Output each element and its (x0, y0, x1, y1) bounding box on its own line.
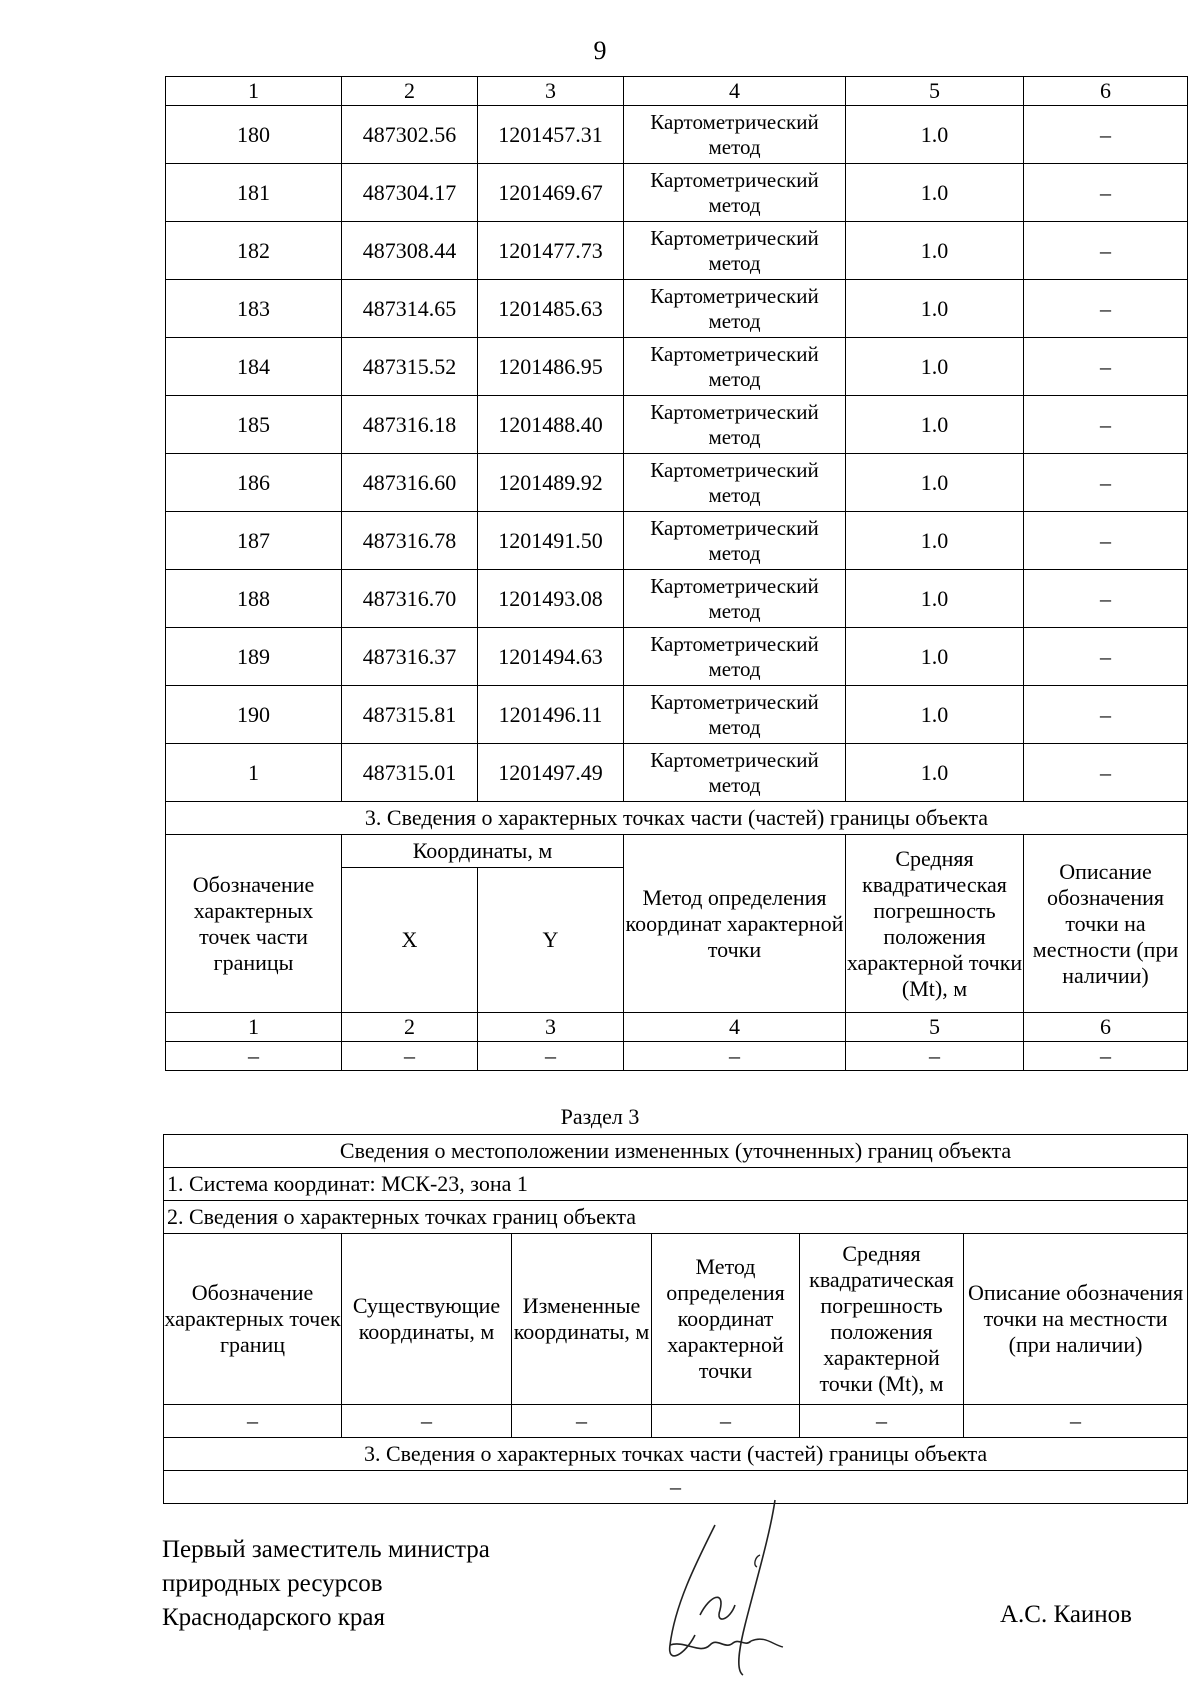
x-cell: 487304.17 (342, 164, 478, 222)
method-line: метод (708, 656, 761, 681)
handwritten-signature (655, 1495, 855, 1685)
table-row (166, 280, 1188, 338)
header-mt: Средняя квадратическая погрешность положения характерной точки (Mt), м (800, 1234, 964, 1405)
method-line: метод (708, 134, 761, 159)
desc-cell: – (1024, 280, 1188, 338)
col-number: 3 (478, 77, 624, 106)
desc-cell: – (1024, 686, 1188, 744)
position-line-3: Краснодарского края (162, 1604, 385, 1631)
method-cell (624, 164, 846, 222)
x-cell: 487316.78 (342, 512, 478, 570)
x-cell: 487315.52 (342, 338, 478, 396)
page-number: 9 (593, 36, 607, 65)
method-line: метод (708, 482, 761, 507)
x-cell: 487316.37 (342, 628, 478, 686)
y-cell: 1201485.63 (478, 280, 624, 338)
point-cell: 188 (166, 570, 342, 628)
x-cell: 487316.18 (342, 396, 478, 454)
mt-cell: 1.0 (846, 744, 1024, 802)
empty-cell: – (652, 1405, 800, 1438)
mt-cell: 1.0 (846, 512, 1024, 570)
method-cell (624, 628, 846, 686)
part-header-row (166, 835, 1188, 868)
empty-cell: – (512, 1405, 652, 1438)
method-cell (624, 454, 846, 512)
method-line: метод (708, 598, 761, 623)
method-line: Картометрический (650, 689, 819, 714)
part-section-title: 3. Сведения о характерных точках части (частей) границы объекта (166, 802, 1188, 835)
part-value: – (164, 1471, 1188, 1504)
mt-cell: 1.0 (846, 686, 1024, 744)
header-designation: Обозначение характерных точек границ (164, 1234, 342, 1405)
method-line: метод (708, 250, 761, 275)
x-cell: 487308.44 (342, 222, 478, 280)
empty-row (164, 1405, 1188, 1438)
table-row (166, 686, 1188, 744)
empty-cell: – (846, 1042, 1024, 1071)
desc-cell: – (1024, 222, 1188, 280)
header-x: X (342, 868, 478, 1013)
position-line-2: природных ресурсов (162, 1570, 383, 1597)
method-line: метод (708, 540, 761, 565)
method-line: метод (708, 366, 761, 391)
desc-cell: – (1024, 512, 1188, 570)
header-designation: Обозначение характерных точек части границы (166, 835, 342, 1013)
part-title: 3. Сведения о характерных точках части (частей) границы объекта (164, 1438, 1188, 1471)
header-method: Метод определения координат характерной точки (652, 1234, 800, 1405)
x-cell: 487316.70 (342, 570, 478, 628)
empty-cell: – (478, 1042, 624, 1071)
empty-cell: – (342, 1042, 478, 1071)
mt-cell: 1.0 (846, 570, 1024, 628)
method-line: Картометрический (650, 515, 819, 540)
mt-cell: 1.0 (846, 106, 1024, 164)
header-y: Y (478, 868, 624, 1013)
points-title: 2. Сведения о характерных точках границ объекта (164, 1201, 1188, 1234)
method-line: Картометрический (650, 399, 819, 424)
x-cell: 487315.81 (342, 686, 478, 744)
header-description: Описание обозначения точки на местности (при наличии) (964, 1234, 1188, 1405)
method-cell (624, 106, 846, 164)
method-line: метод (708, 308, 761, 333)
empty-cell: – (166, 1042, 342, 1071)
y-cell: 1201494.63 (478, 628, 624, 686)
point-cell: 185 (166, 396, 342, 454)
table-row (166, 628, 1188, 686)
point-cell: 183 (166, 280, 342, 338)
y-cell: 1201491.50 (478, 512, 624, 570)
x-cell: 487316.60 (342, 454, 478, 512)
point-cell: 184 (166, 338, 342, 396)
method-line: Картометрический (650, 341, 819, 366)
y-cell: 1201477.73 (478, 222, 624, 280)
empty-cell: – (1024, 1042, 1188, 1071)
changed-boundaries-table (163, 1134, 1188, 1504)
x-cell: 487314.65 (342, 280, 478, 338)
method-cell (624, 338, 846, 396)
header-existing: Существующие координаты, м (342, 1234, 512, 1405)
y-cell: 1201469.67 (478, 164, 624, 222)
col-number: 6 (1024, 1013, 1188, 1042)
table-row (166, 512, 1188, 570)
header-method: Метод определения координат характерной точки (624, 835, 846, 1013)
empty-cell: – (164, 1405, 342, 1438)
method-cell (624, 512, 846, 570)
y-cell: 1201488.40 (478, 396, 624, 454)
method-line: Картометрический (650, 457, 819, 482)
table-row (166, 222, 1188, 280)
y-cell: 1201457.31 (478, 106, 624, 164)
table-row (166, 744, 1188, 802)
method-line: Картометрический (650, 109, 819, 134)
header-row (164, 1234, 1188, 1405)
desc-cell: – (1024, 628, 1188, 686)
empty-cell: – (342, 1405, 512, 1438)
part-empty-row (166, 1042, 1188, 1071)
empty-cell: – (964, 1405, 1188, 1438)
point-cell: 1 (166, 744, 342, 802)
point-cell: 189 (166, 628, 342, 686)
empty-cell: – (800, 1405, 964, 1438)
method-line: метод (708, 772, 761, 797)
desc-cell: – (1024, 454, 1188, 512)
y-cell: 1201493.08 (478, 570, 624, 628)
signatory-position (162, 1533, 490, 1635)
table-row (166, 396, 1188, 454)
part-column-number-row (166, 1013, 1188, 1042)
x-cell: 487302.56 (342, 106, 478, 164)
col-number: 4 (624, 77, 846, 106)
coord-system: 1. Система координат: МСК-23, зона 1 (164, 1168, 1188, 1201)
desc-cell: – (1024, 744, 1188, 802)
mt-cell: 1.0 (846, 164, 1024, 222)
method-line: метод (708, 424, 761, 449)
method-cell (624, 570, 846, 628)
section-3-title: Раздел 3 (560, 1104, 640, 1129)
part-section-title-row (166, 802, 1188, 835)
method-cell (624, 744, 846, 802)
table-row (166, 338, 1188, 396)
method-line: метод (708, 714, 761, 739)
point-cell: 190 (166, 686, 342, 744)
col-number: 2 (342, 77, 478, 106)
y-cell: 1201496.11 (478, 686, 624, 744)
position-line-1: Первый заместитель министра (162, 1536, 490, 1563)
y-cell: 1201497.49 (478, 744, 624, 802)
point-cell: 187 (166, 512, 342, 570)
desc-cell: – (1024, 106, 1188, 164)
header-changed: Измененные координаты, м (512, 1234, 652, 1405)
method-line: Картометрический (650, 167, 819, 192)
signatory-name: А.С. Каинов (1000, 1601, 1132, 1628)
point-cell: 182 (166, 222, 342, 280)
method-line: Картометрический (650, 225, 819, 250)
header-coordinates: Координаты, м (342, 835, 624, 868)
method-line: Картометрический (650, 747, 819, 772)
col-number: 6 (1024, 77, 1188, 106)
method-line: Картометрический (650, 283, 819, 308)
method-line: Картометрический (650, 573, 819, 598)
table-row (166, 570, 1188, 628)
table-title: Сведения о местоположении измененных (уточненных) границ объекта (164, 1135, 1188, 1168)
empty-cell: – (624, 1042, 846, 1071)
method-cell (624, 222, 846, 280)
table-row (166, 164, 1188, 222)
method-cell (624, 280, 846, 338)
col-number: 3 (478, 1013, 624, 1042)
table-row (166, 454, 1188, 512)
mt-cell: 1.0 (846, 396, 1024, 454)
y-cell: 1201486.95 (478, 338, 624, 396)
x-cell: 487315.01 (342, 744, 478, 802)
y-cell: 1201489.92 (478, 454, 624, 512)
mt-cell: 1.0 (846, 338, 1024, 396)
method-line: Картометрический (650, 631, 819, 656)
header-mt: Средняя квадратическая погрешность положения характерной точки (Mt), м (846, 835, 1024, 1013)
col-number: 1 (166, 1013, 342, 1042)
mt-cell: 1.0 (846, 222, 1024, 280)
point-cell: 180 (166, 106, 342, 164)
desc-cell: – (1024, 396, 1188, 454)
method-line: метод (708, 192, 761, 217)
col-number: 1 (166, 77, 342, 106)
col-number: 5 (846, 1013, 1024, 1042)
point-cell: 181 (166, 164, 342, 222)
desc-cell: – (1024, 570, 1188, 628)
mt-cell: 1.0 (846, 280, 1024, 338)
column-number-row (166, 77, 1188, 106)
col-number: 4 (624, 1013, 846, 1042)
desc-cell: – (1024, 164, 1188, 222)
table-row (166, 106, 1188, 164)
col-number: 2 (342, 1013, 478, 1042)
header-description: Описание обозначения точки на местности (при наличии) (1024, 835, 1188, 1013)
desc-cell: – (1024, 338, 1188, 396)
col-number: 5 (846, 77, 1024, 106)
method-cell (624, 686, 846, 744)
mt-cell: 1.0 (846, 628, 1024, 686)
coordinates-table (165, 76, 1188, 1071)
mt-cell: 1.0 (846, 454, 1024, 512)
method-cell (624, 396, 846, 454)
point-cell: 186 (166, 454, 342, 512)
